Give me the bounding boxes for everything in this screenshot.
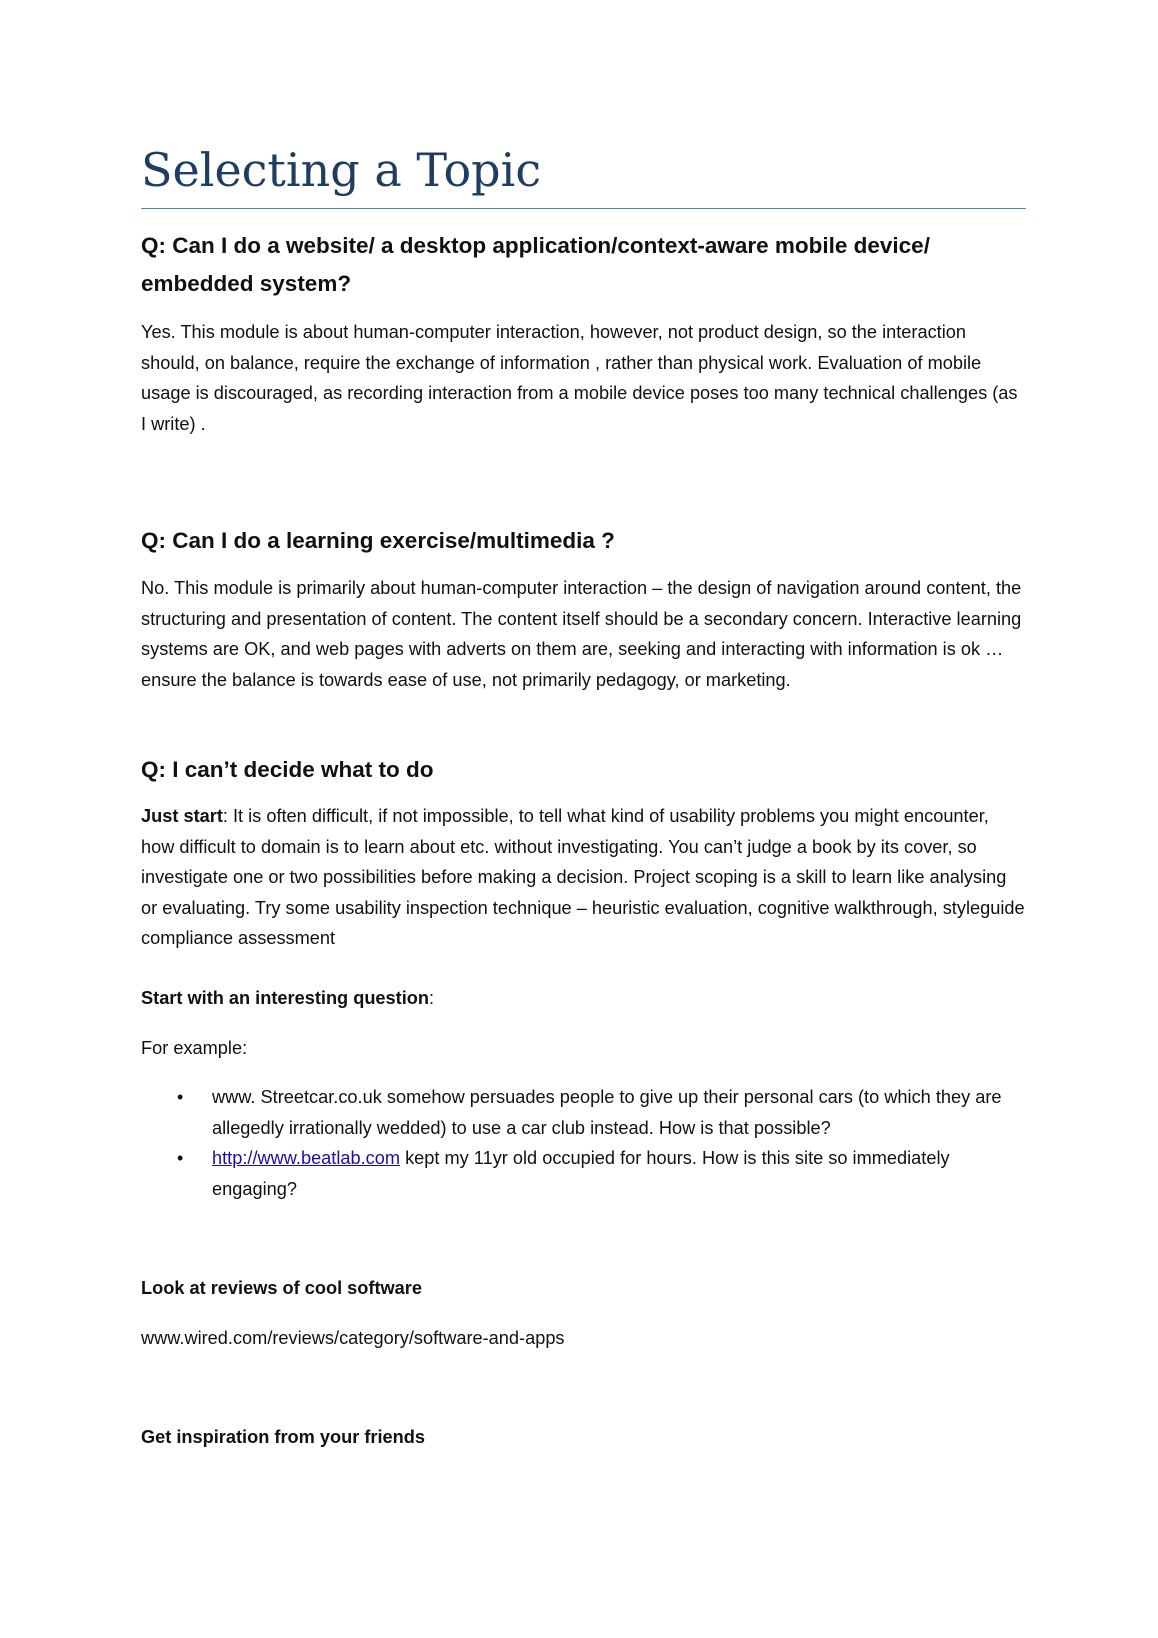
page-title: Selecting a Topic (141, 143, 542, 197)
question-website-app: Q: Can I do a website/ a desktop application/context-aware mobile device/ embedded system? (141, 233, 930, 296)
list-item (141, 1082, 1026, 1143)
friends-heading: Get inspiration from your friends (141, 1427, 425, 1447)
streetcar-example: www. Streetcar.co.uk somehow persuades people to give up their personal cars (to which they are allegedly irrationally wedded) to use a car club instead. How is that possible? (212, 1087, 1002, 1138)
title-divider (141, 208, 1026, 209)
bullet-icon: • (177, 1087, 184, 1107)
beatlab-link[interactable]: http://www.beatlab.com (212, 1148, 401, 1168)
bullet-icon: • (177, 1148, 184, 1168)
question-cant-decide: Q: I can’t decide what to do (141, 757, 434, 782)
answer-cant-decide (141, 801, 1026, 954)
beatlab-example-text: kept my 11yr old occupied for hours. How is this site so immediately engaging? (212, 1148, 950, 1199)
just-start-text: : It is often difficult, if not impossible, to tell what kind of usability problems you might encounter, how difficult to domain is to learn about etc. without investigating. You can’t judge a book by its cover, so investigate one or two possibilities before making a decision. Project scoping is a skill to learn like analysing or evaluating. Try some usability inspection technique – heuristic evaluation, cognitive walkthrough, styleguide compliance assessment (141, 806, 1025, 948)
question-learning-multimedia: Q: Can I do a learning exercise/multimedia ? (141, 528, 615, 553)
just-start-label: Just start (141, 806, 223, 826)
reviews-heading: Look at reviews of cool software (141, 1278, 422, 1298)
wired-reviews-url: www.wired.com/reviews/category/software-and-apps (141, 1328, 565, 1348)
example-list (141, 1082, 1026, 1204)
answer-website-app: Yes. This module is about human-computer interaction, however, not product design, so the interaction should, on balance, require the exchange of information , rather than physical work. Evaluation of mobile usage is discouraged, as recording interaction from a mobile device poses too many technical challenges (as I write) . (141, 322, 1018, 434)
list-item (141, 1143, 1026, 1204)
for-example-text: For example: (141, 1038, 248, 1058)
interesting-question-heading (141, 983, 1026, 1014)
answer-learning-multimedia: No. This module is primarily about human-computer interaction – the design of navigation around content, the structuring and presentation of content. The content itself should be a secondary concern. Interactive learning systems are OK, and web pages with adverts on them are, seeking and interacting with information is ok … ensure the balance is towards ease of use, not primarily pedagogy, or marketing. (141, 578, 1022, 690)
interesting-question-label: Start with an interesting question (141, 988, 429, 1008)
interesting-question-colon: : (429, 988, 435, 1008)
